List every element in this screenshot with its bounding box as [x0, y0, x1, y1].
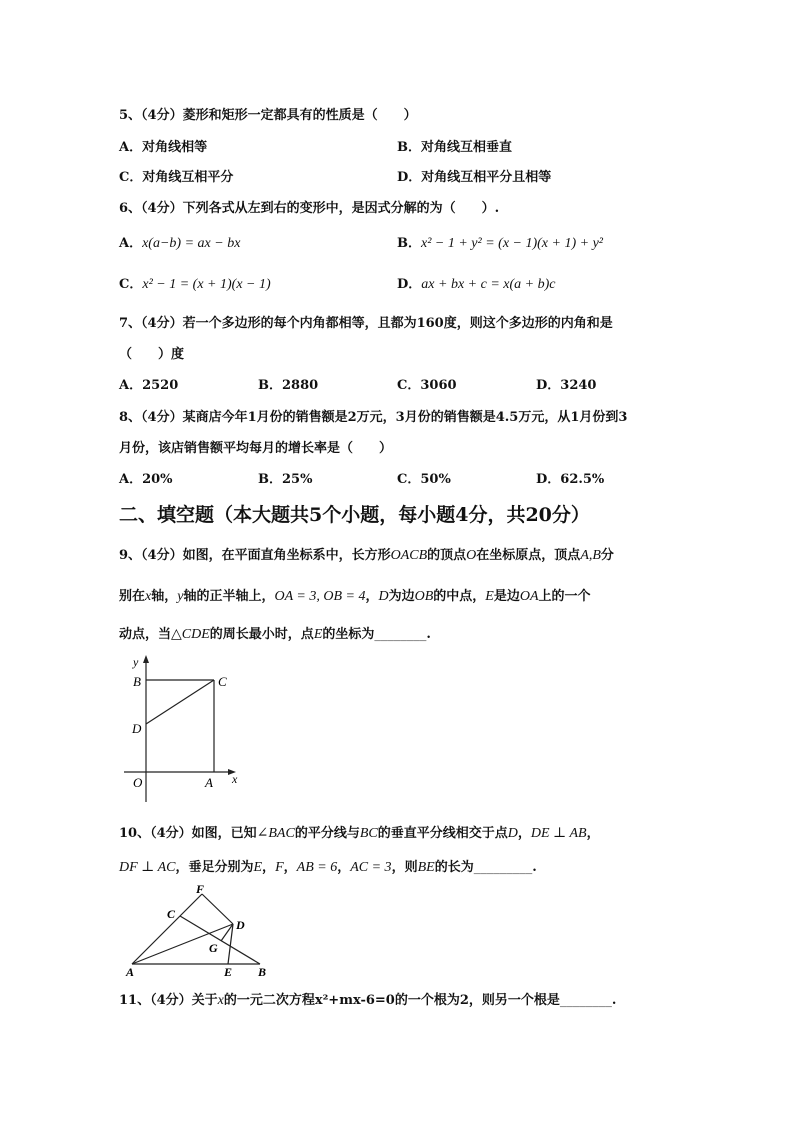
- math-expression: x² − 1 + y² = (x − 1)(x + 1) + y²: [421, 236, 603, 251]
- math: OACB: [390, 548, 428, 563]
- math: BE: [417, 860, 435, 875]
- math: BC: [359, 826, 378, 841]
- option-label: B．: [397, 236, 421, 251]
- text: 9、（4分）如图，在平面直角坐标系中，长方形: [119, 548, 391, 563]
- text: 动点，当: [119, 627, 172, 642]
- math: AC = 3: [350, 860, 392, 875]
- answer-blank[interactable]: ________: [374, 627, 427, 642]
- label-d: D: [132, 721, 142, 736]
- math: E: [253, 860, 263, 875]
- text: 的周长最小时，点: [209, 627, 314, 642]
- q9-stem-line1: [119, 544, 614, 564]
- label-y: y: [133, 655, 139, 669]
- text: ，: [365, 589, 379, 604]
- text: ，: [586, 826, 600, 841]
- text: ，: [517, 826, 531, 841]
- label-a: A: [205, 775, 213, 790]
- text: ，: [337, 860, 351, 875]
- q6-option-b: [397, 232, 603, 252]
- math: y: [177, 589, 184, 604]
- label-b: B: [133, 674, 141, 689]
- math: D: [507, 826, 518, 841]
- math: AB = 6: [296, 860, 338, 875]
- q7-option-b: B．2880: [258, 378, 319, 393]
- text: 别在: [119, 589, 146, 604]
- text: 是边: [493, 589, 520, 604]
- label-c: C: [167, 907, 176, 921]
- math: DF ⊥ AC: [119, 860, 176, 875]
- label-a: A: [126, 965, 135, 979]
- q9-stem-line2: [119, 585, 591, 605]
- q11-stem: [119, 989, 616, 1009]
- q7-option-d: D．3240: [536, 378, 597, 393]
- math-expression: ax + bx + c = x(a + b)c: [421, 277, 556, 292]
- text: 轴，: [151, 589, 178, 604]
- math: OA: [519, 589, 539, 604]
- q8-option-a: A．20%: [119, 472, 173, 487]
- q5-option-c: C．对角线互相平分: [119, 170, 234, 185]
- label-d: D: [236, 918, 245, 932]
- label-g: G: [209, 941, 218, 955]
- label-o: O: [133, 775, 143, 790]
- q10-stem-line2: [119, 856, 537, 876]
- math: E: [485, 589, 494, 604]
- math: E: [313, 627, 323, 642]
- q5-option-a: A．对角线相等: [119, 140, 208, 155]
- text: 10、（4分）如图，已知: [119, 826, 257, 841]
- section-title: 二、填空题（本大题共5个小题，每小题4分，共20分）: [119, 504, 590, 526]
- q7-option-a: A．2520: [119, 378, 179, 393]
- text: 的坐标为: [322, 627, 375, 642]
- q5-option-b: B．对角线互相垂直: [397, 140, 512, 155]
- text: ，: [262, 860, 276, 875]
- math: x: [217, 993, 224, 1008]
- text: ，垂足分别为: [175, 860, 254, 875]
- q7-option-c: C．3060: [397, 378, 457, 393]
- q5-stem: 5、（4分）菱形和矩形一定都具有的性质是（ ）: [119, 108, 417, 123]
- label-f: F: [196, 882, 205, 896]
- q8-stem-line2: 月份，该店销售额平均每月的增长率是（ ）: [119, 441, 393, 456]
- math: F: [275, 860, 284, 875]
- label-e: E: [224, 965, 233, 979]
- text: 11、（4分）关于: [119, 993, 218, 1008]
- text: 的长为: [434, 860, 474, 875]
- segment-ad: [132, 924, 233, 964]
- math: OB: [414, 589, 434, 604]
- q7-stem-line2: （ ）度: [119, 347, 185, 362]
- label-x: x: [232, 772, 238, 786]
- q9-figure: [120, 652, 250, 807]
- option-label: A．: [119, 236, 143, 251]
- text: 轴的正半轴上，: [183, 589, 275, 604]
- q6-option-d: [397, 273, 555, 293]
- math: A,B: [580, 548, 601, 563]
- text: 在坐标原点，顶点: [476, 548, 581, 563]
- q6-option-a: [119, 232, 240, 252]
- answer-blank[interactable]: _________: [473, 860, 533, 875]
- option-label: D．: [397, 277, 422, 292]
- text: ，: [283, 860, 297, 875]
- text: .: [426, 627, 431, 642]
- q8-option-d: D．62.5%: [536, 472, 605, 487]
- q7-stem-line1: 7、（4分）若一个多边形的每个内角都相等，且都为160度，则这个多边形的内角和是: [119, 316, 613, 331]
- q8-option-c: C．50%: [397, 472, 451, 487]
- label-b: B: [258, 965, 267, 979]
- q5-option-d: D．对角线互相平分且相等: [397, 170, 552, 185]
- text: .: [611, 993, 617, 1008]
- text: 上的一个: [538, 589, 591, 604]
- math: DE ⊥ AB: [530, 826, 587, 841]
- q9-stem-line3: [119, 623, 431, 643]
- q10-figure: [122, 882, 272, 980]
- option-label: C．: [119, 277, 143, 292]
- text: .: [532, 860, 537, 875]
- math: ∠BAC: [256, 826, 295, 841]
- math-expression: x(a−b) = ax − bx: [142, 236, 241, 251]
- q8-option-b: B．25%: [258, 472, 313, 487]
- segment-fd: [202, 894, 233, 924]
- label-c: C: [218, 674, 227, 689]
- text: 分: [600, 548, 614, 563]
- text: 的平分线与: [294, 826, 360, 841]
- text: ，则: [391, 860, 418, 875]
- segment-af: [132, 894, 202, 964]
- math: O: [466, 548, 477, 563]
- math: D: [378, 589, 389, 604]
- text: 的垂直平分线相交于点: [377, 826, 508, 841]
- math: OA = 3, OB = 4: [274, 589, 366, 604]
- q6-option-c: [119, 273, 271, 293]
- text: 的顶点: [427, 548, 467, 563]
- math: x: [145, 589, 152, 604]
- answer-blank[interactable]: ________: [559, 993, 612, 1008]
- math-expression: x² − 1 = (x + 1)(x − 1): [142, 277, 271, 292]
- segment-dc: [146, 680, 214, 724]
- q6-stem: 6、（4分）下列各式从左到右的变形中，是因式分解的为（ ）.: [119, 201, 500, 216]
- q10-stem-line1: [119, 822, 600, 842]
- y-axis-arrow: [143, 655, 149, 663]
- math: △CDE: [171, 627, 210, 642]
- text: 的中点，: [433, 589, 486, 604]
- q8-stem-line1: 8、（4分）某商店今年1月份的销售额是2万元，3月份的销售额是4.5万元，从1月份到3: [119, 410, 628, 425]
- text: 的一元二次方程x²+mx-6=0的一个根为2，则另一个根是: [223, 993, 560, 1008]
- text: 为边: [388, 589, 415, 604]
